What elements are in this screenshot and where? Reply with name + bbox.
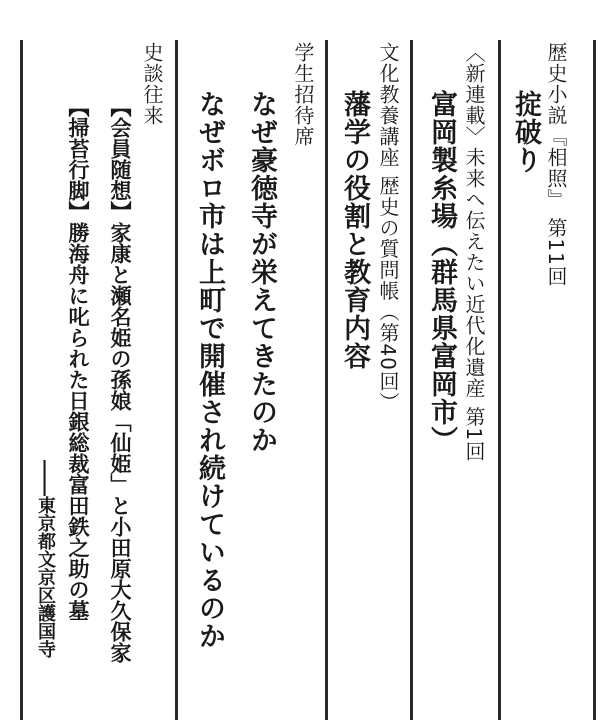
- section-header-student-seat: 学生招待席: [291, 42, 315, 147]
- column-rule: [325, 40, 328, 720]
- column-rule: [175, 40, 178, 720]
- grave-visit-entry: [68, 96, 89, 621]
- section-header-culture-lecture: 文化教養講座 歴史の質問帳（第40回）: [376, 42, 400, 413]
- member-essay-tag: 【会員随想】: [108, 96, 133, 222]
- member-essay-entry: [110, 96, 131, 663]
- article-title-gotokuji: なぜ豪徳寺が栄えてきたのか: [246, 90, 277, 454]
- column-rule: [593, 40, 596, 720]
- section-header-new-series: 〈新連載〉未来へ伝えたい近代化遺産 第1回: [462, 42, 486, 463]
- article-title-boro-ichi: なぜボロ市は上町で開催され続けているのか: [194, 90, 225, 650]
- article-title-domain-school: 藩学の役割と教育内容: [339, 90, 370, 370]
- column-rule: [498, 40, 501, 720]
- column-rule: [20, 40, 23, 720]
- section-header-historical-novel: 歴史小説『相照』 第11回: [544, 42, 568, 287]
- article-title-okitebuski: 掟破り: [510, 90, 541, 174]
- member-essay-title: 家康と瀬名姫の孫娘「仙姫」と小田原大久保家: [108, 222, 133, 663]
- article-title-tomioka-silk-mill: 富岡製糸場（群馬県富岡市）: [426, 90, 457, 454]
- section-header-shidan-orai: 史談往来: [140, 42, 164, 126]
- grave-visit-tag: 【掃苔行脚】: [66, 96, 91, 222]
- grave-visit-byline: ――東京都文京区護国寺: [35, 460, 56, 658]
- column-rule: [410, 40, 413, 720]
- grave-visit-title: 勝海舟に叱られた日銀総裁富田鉄之助の墓: [66, 222, 91, 621]
